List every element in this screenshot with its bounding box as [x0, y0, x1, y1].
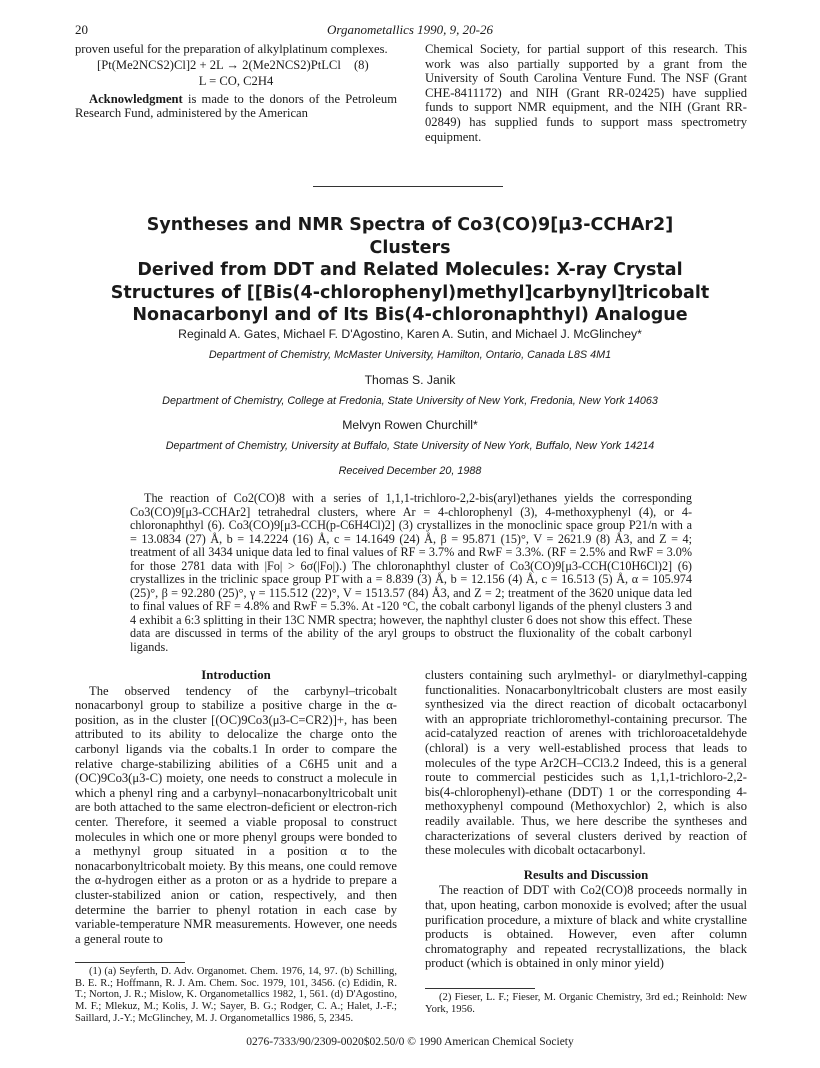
- received-date: Received December 20, 1988: [338, 465, 482, 477]
- introduction-continued: clusters containing such arylmethyl- or diarylmethyl-capping functionalities. Nonacarbonyltricobalt clusters are most easily synthesized via the direct reaction of dicobalt octacarbonyl with an appropriate trichloromethyl-containing precursor. The acid-catalyzed reaction of arenes with trichloroacetaldehyde (chloral) is a very well-established process that leads to molecules of the type Ar2CH–CCl3.2 Indeed, this is a general route to commercial pesticides such as 1,1,1-trichloro-2,2-bis(4-chlorophenyl)-ethane (DDT) 1 or the corresponding 4-methoxyphenyl compound (Methoxychlor) 2, which is also readily available. Thus, we here describe the syntheses and characterizations of several clusters derived by reaction of these molecules with dicobalt octacarbonyl.: [425, 668, 747, 858]
- authors-group-3: Melvyn Rowen Churchill*: [342, 418, 478, 432]
- prev-article-left-column: [75, 42, 397, 121]
- affiliation-1: Department of Chemistry, McMaster University, Hamilton, Ontario, Canada L8S 4M1: [208, 349, 612, 361]
- ligand-definition: L = CO, C2H4: [198, 74, 274, 89]
- page-number: 20: [75, 22, 88, 37]
- equation-line: [97, 58, 397, 73]
- title-line: Syntheses and NMR Spectra of Co3(CO)9[μ3-CCHAr2] Clusters: [146, 215, 674, 258]
- page-footer: 0276-7333/90/2309-0020$02.50/0 © 1990 American Chemical Society: [246, 1036, 574, 1048]
- authors-group-1: Reginald A. Gates, Michael F. D'Agostino, Karen A. Sutin, and Michael J. McGlinchey*: [178, 327, 642, 341]
- prev-article-right-column: [425, 42, 747, 144]
- left-footnotes: [75, 962, 397, 1025]
- acknowledgment-heading: Acknowledgment: [89, 91, 183, 106]
- acknowledgment-left: [75, 92, 397, 121]
- results-heading: Results and Discussion: [523, 867, 649, 882]
- left-column: [75, 668, 397, 946]
- introduction-paragraph: The observed tendency of the carbynyl–tricobalt nonacarbonyl group to stabilize a positive charge in the α-position, as in the cluster [(OC)9Co3(μ3-C=CR2)]+, has been attributed to its ability to delocalize the charge onto the carbonyl ligands via the cobalts.1 In order to compare the relative charge-stabilizing abilities of a C6H5 unit and a (OC)9Co3(μ3-C) moiety, one needs to construct a molecule in which a phenyl ring and a carbynyl–nonacarbonyltricobalt unit are both attached to the same electron-deficient or electron-rich center. Therefore, it seemed a viable proposal to construct molecules in which one or more phenyl groups were bonded to a methynyl group situated in a position α to the nonacarbonyltricobalt moiety. By this means, one could remove the α-hydrogen either as a proton or as a hydride to prepare a cluster-stabilized anion or cation, respectively, and then determine the barrier to phenyl rotation in each case by variable-temperature NMR measurements. However, one needs a general route to: [75, 683, 397, 946]
- footnote-rule: [75, 962, 185, 963]
- footnote-1: (1) (a) Seyferth, D. Adv. Organomet. Chem. 1976, 14, 97. (b) Schilling, B. E. R.; Hoffmann, R. J. Am. Chem. Soc. 1979, 101, 3456. (c) Edidin, R. T.; Norton, J. R.; Mislow, K. Organometallics 1982, 1, 561. (d) D'Agostino, M. F.; Mlekuz, M.; Kolis, J. W.; Sayer, B. G.; Rodger, C. A.; Halet, J.-F.; Saillard, J.-Y.; McGlinchey, M. J. Organometallics 1986, 5, 2345.: [75, 966, 397, 1024]
- article-separator: [313, 186, 503, 187]
- acknowledgment-text-right: Chemical Society, for partial support of this research. This work was also partially supported by a grant from the University of South Carolina Venture Fund. The NSF (Grant CHE-8411172) and NIH (Grant RR-02425) have supplied funds to support NMR equipment, and the NIH (Grant RR-02849) has supplied funds to support mass spectrometry equipment.: [425, 42, 747, 144]
- right-footnotes: [425, 988, 747, 1015]
- affiliation-2: Department of Chemistry, College at Fredonia, State University of New York, Fredonia, New York 14063: [162, 395, 658, 407]
- prev-article-text: proven useful for the preparation of alkylplatinum complexes.: [75, 42, 388, 56]
- title-line: Nonacarbonyl and of Its Bis(4-chloronaphthyl) Analogue: [132, 305, 688, 325]
- authors-group-2: Thomas S. Janik: [364, 373, 456, 387]
- acknowledgment-text-left: is made to the donors of the Petroleum Research Fund, administered by the American: [75, 91, 397, 121]
- footnote-2: (2) Fieser, L. F.; Fieser, M. Organic Chemistry, 3rd ed.; Reinhold: New York, 1956.: [425, 992, 747, 1015]
- affiliation-3: Department of Chemistry, University at Buffalo, State University of New York, Buffalo, New York 14214: [165, 440, 655, 452]
- running-head: Organometallics 1990, 9, 20-26: [327, 22, 493, 37]
- equation-number: (8): [353, 57, 369, 72]
- equation: [Pt(Me2NCS2)Cl]2 + 2L → 2(Me2NCS2)PtLCl: [97, 57, 341, 72]
- right-column: [425, 668, 747, 971]
- article-title: [110, 214, 710, 327]
- title-line: Derived from DDT and Related Molecules: X-ray Crystal: [137, 260, 683, 280]
- footnote-rule: [425, 988, 535, 989]
- introduction-heading: Introduction: [201, 668, 271, 682]
- abstract: The reaction of Co2(CO)8 with a series of 1,1,1-trichloro-2,2-bis(aryl)ethanes yields the corresponding Co3(CO)9[μ3-CCHAr2] tetrahedral clusters, where Ar = 4-chlorophenyl (3), 4-methoxyphenyl (4), or 4-chloronaphthyl (6). Co3(CO)9[μ3-CCH(p-C6H4Cl)2] (3) crystallizes in the monoclinic space group P21/n with a = 13.0834 (27) Å, b = 14.2224 (16) Å, c = 14.1649 (24) Å, β = 95.871 (15)°, V = 2621.9 (8) Å3, and Z = 4; treatment of all 3434 unique data led to final values of RF = 3.7% and RwF = 3.3%. (RF = 2.5% and RwF = 3.0% for those 2781 data with |Fo| > 6σ(|Fo|).) The chloronaphthyl cluster of Co3(CO)9[μ3-CCH(C10H6Cl)2] (6) crystallizes in the triclinic space group P1̄ with a = 8.839 (3) Å, b = 12.156 (4) Å, c = 16.513 (5) Å, α = 105.974 (25)°, β = 92.280 (25)°, γ = 115.512 (22)°, V = 1513.57 (84) Å3, and Z = 2; treatment of the 3620 unique data led to final values of RF = 4.8% and RwF = 5.3%. At -120 °C, the cobalt carbonyl ligands of the phenyl clusters 3 and 4 exhibit a 6:3 splitting in their 13C NMR spectra; however, the naphthyl cluster 6 does not show this effect. These data are discussed in terms of the ability of the aryl groups to obstruct the fluxionality of the cobalt carbonyl ligands.: [130, 491, 692, 654]
- title-line: Structures of [[Bis(4-chlorophenyl)methyl]carbynyl]tricobalt: [110, 282, 710, 303]
- results-paragraph: The reaction of DDT with Co2(CO)8 proceeds normally in that, upon heating, carbon monoxide is evolved; after the usual purification procedure, a mixture of black and white crystalline products is obtained. However, even after column chromatography and repeated recrystallizations, the black product (which is obtained in only minor yield): [425, 883, 747, 971]
